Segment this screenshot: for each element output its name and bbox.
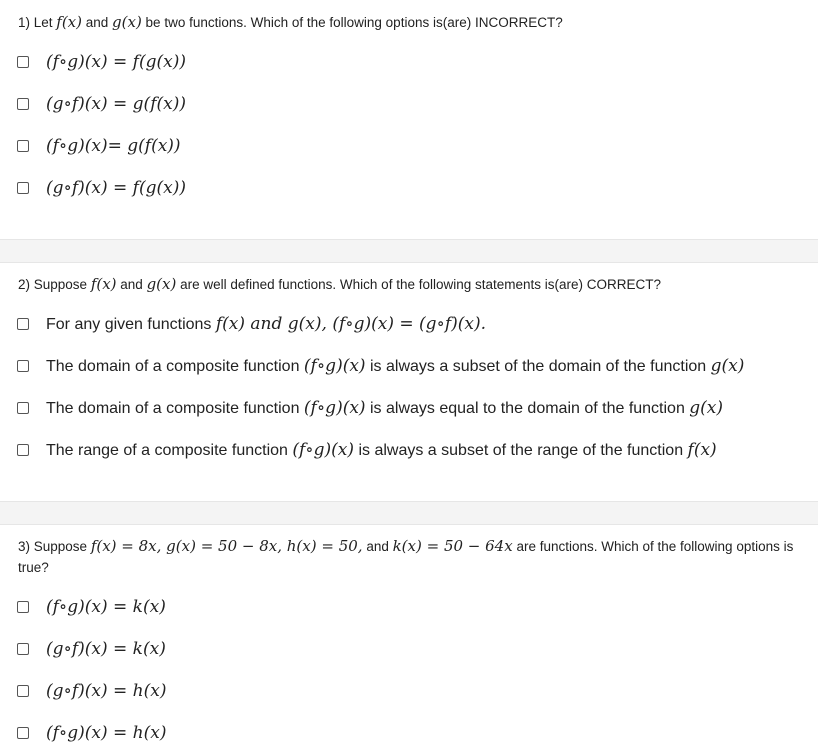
- section-divider: [0, 239, 818, 263]
- checkbox[interactable]: [17, 601, 29, 613]
- section-divider: [0, 501, 818, 525]
- prompt-text: and: [362, 539, 393, 554]
- option-math: g(x): [689, 398, 724, 418]
- option-label: (g∘f)(x) = g(f(x)): [46, 94, 186, 114]
- option-math: (f∘g)(x): [303, 398, 366, 418]
- q3-option-1[interactable]: [17, 594, 166, 620]
- checkbox[interactable]: [17, 402, 29, 414]
- option-label: (f∘g)(x)= g(f(x)): [46, 136, 181, 156]
- q1-option-3[interactable]: [17, 133, 181, 159]
- prompt-text: are functions. Which of the following options is true?: [18, 539, 794, 575]
- checkbox[interactable]: [17, 360, 29, 372]
- q1-option-4[interactable]: [17, 175, 186, 201]
- q1-option-2[interactable]: [17, 91, 186, 117]
- option-label: [46, 398, 723, 418]
- checkbox[interactable]: [17, 318, 29, 330]
- q2-option-3[interactable]: [17, 395, 723, 421]
- option-text: For any given functions: [46, 316, 216, 333]
- checkbox[interactable]: [17, 140, 29, 152]
- option-label: (f∘g)(x) = f(g(x)): [46, 52, 186, 72]
- question-2-prompt: [18, 274, 661, 295]
- option-label: [46, 440, 717, 460]
- prompt-math: f(x): [56, 13, 82, 31]
- question-1-prompt: [18, 12, 563, 33]
- prompt-text: 2) Suppose: [18, 277, 91, 292]
- q3-option-2[interactable]: [17, 636, 166, 662]
- option-label: [46, 356, 744, 376]
- prompt-text: are well defined functions. Which of the following statements is(are) CORRECT?: [176, 277, 662, 292]
- checkbox[interactable]: [17, 182, 29, 194]
- q3-option-3[interactable]: [17, 678, 166, 704]
- option-text: The domain of a composite function: [46, 358, 304, 375]
- prompt-math: f(x): [90, 275, 117, 293]
- prompt-text: and: [116, 277, 147, 292]
- option-math: g(x): [710, 356, 745, 376]
- option-label: (f∘g)(x) = h(x): [46, 723, 167, 743]
- option-text: is always a subset of the range of the function: [354, 442, 688, 459]
- option-text: The range of a composite function: [46, 442, 293, 459]
- checkbox[interactable]: [17, 98, 29, 110]
- option-text: is always equal to the domain of the function: [365, 400, 690, 417]
- prompt-math: g(x): [146, 275, 177, 293]
- checkbox[interactable]: [17, 56, 29, 68]
- prompt-text: and: [82, 15, 113, 30]
- checkbox[interactable]: [17, 685, 29, 697]
- option-label: (g∘f)(x) = h(x): [46, 681, 167, 701]
- prompt-math: g(x): [112, 13, 142, 31]
- checkbox[interactable]: [17, 444, 29, 456]
- option-text: is always a subset of the domain of the function: [365, 358, 711, 375]
- option-label: (f∘g)(x) = k(x): [46, 597, 166, 617]
- option-math: (f∘g)(x): [303, 356, 366, 376]
- prompt-text: 1) Let: [18, 15, 57, 30]
- q2-option-4[interactable]: [17, 437, 717, 463]
- prompt-math: f(x) = 8x, g(x) = 50 − 8x, h(x) = 50,: [90, 537, 363, 555]
- prompt-text: be two functions. Which of the following options is(are) INCORRECT?: [141, 15, 563, 30]
- checkbox[interactable]: [17, 727, 29, 739]
- question-3-prompt: [18, 536, 818, 578]
- q3-option-4[interactable]: [17, 720, 166, 746]
- option-math: f(x): [687, 440, 717, 460]
- option-label: [46, 314, 486, 334]
- option-math: (f∘g)(x): [292, 440, 354, 460]
- option-label: (g∘f)(x) = k(x): [46, 639, 166, 659]
- option-text: The domain of a composite function: [46, 400, 304, 417]
- prompt-text: 3) Suppose: [18, 539, 91, 554]
- q2-option-1[interactable]: [17, 311, 486, 337]
- checkbox[interactable]: [17, 643, 29, 655]
- prompt-math: k(x) = 50 − 64x: [392, 537, 513, 555]
- q1-option-1[interactable]: [17, 49, 186, 75]
- q2-option-2[interactable]: [17, 353, 744, 379]
- option-math: f(x) and g(x), (f∘g)(x) = (g∘f)(x).: [215, 314, 487, 334]
- option-label: (g∘f)(x) = f(g(x)): [46, 178, 186, 198]
